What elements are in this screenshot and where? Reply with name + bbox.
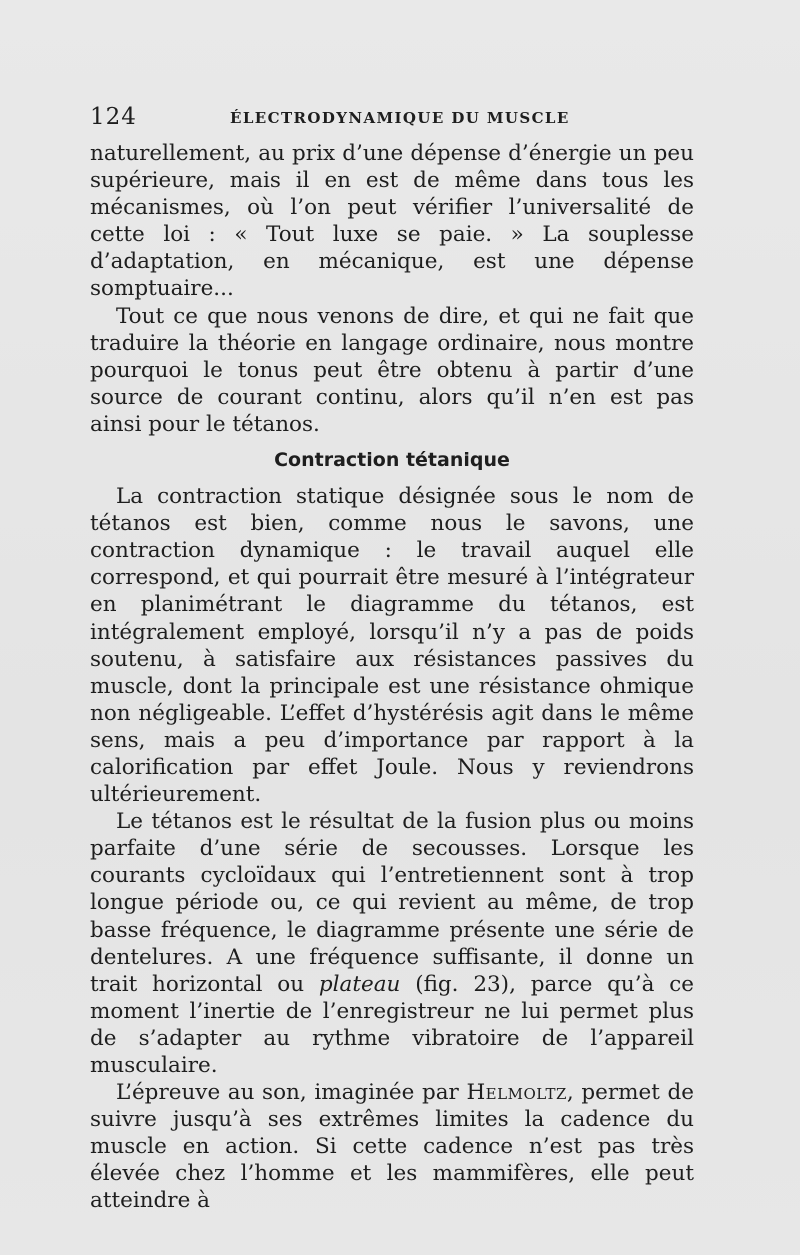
paragraph-tonus: Tout ce que nous venons de dire, et qui ne fait que traduire la théorie en langage ordinaire, nous montre pourquoi le tonus peut être obtenu à partir d’une source de courant continu, alors qu’il n’en est pas ainsi pour le tétanos. <box>90 303 694 437</box>
body-text <box>90 140 694 1215</box>
paragraph-text: (fig. 23), parce qu’à ce moment l’inertie de l’enregistreur ne lui permet plus de s’adapter au rythme vibratoire de l’appareil musculaire. <box>90 971 694 1078</box>
page-number: 124 <box>90 104 137 130</box>
section-heading: Contraction tétanique <box>274 449 510 472</box>
paragraph-text: L’épreuve au son, imaginée par <box>116 1080 459 1106</box>
paragraph-tetanic-contraction: La contraction statique désignée sous le nom de tétanos est bien, comme nous le savons, une contraction dynamique : le travail auquel elle correspond, et qui pourrait être mesuré à l’intégrateur en planimétrant le diagramme du tétanos, est intégralement employé, lorsqu’il n’y a pas de poids soutenu, à satisfaire aux résistances passives du muscle, dont la principale est une résistance ohmique non négligeable. L’effet d’hystérésis agit dans le même sens, mais a peu d’importance par rapport à la calorification par effet Joule. Nous y reviendrons ultérieurement. <box>90 484 694 808</box>
paragraph-text: , permet de suivre jusqu’à ses extrêmes limites la cadence du muscle en action. Si cette cadence n’est pas très élevée chez l’homme et les mammifères, elle peut atteindre à <box>90 1080 694 1214</box>
running-head <box>90 104 694 134</box>
italic-term-plateau: plateau <box>318 971 401 997</box>
paragraph-text: Le tétanos est le résultat de la fusion plus ou moins parfaite d’une série de secousses. Lorsque les courants cycloïdaux qui l’entretiennent sont à trop longue période ou, ce qui revient au même, de trop basse fréquence, le diagramme présente une série de dentelures. A une fréquence suffisante, il donne un trait horizontal ou <box>90 809 694 997</box>
running-title: ÉLECTRODYNAMIQUE DU MUSCLE <box>230 109 570 127</box>
author-name-helmoltz: Helmoltz <box>466 1080 567 1106</box>
paragraph-sound-test <box>90 1079 694 1214</box>
paragraph-continued: naturellement, au prix d’une dépense d’énergie un peu supérieure, mais il en est de même dans tous les mécanismes, où l’on peut vérifier l’universalité de cette loi : « Tout luxe se paie. » La souplesse d’adaptation, en mécanique, est une dépense somptuaire... <box>90 141 694 302</box>
paragraph-fusion-of-twitches <box>90 808 694 1079</box>
